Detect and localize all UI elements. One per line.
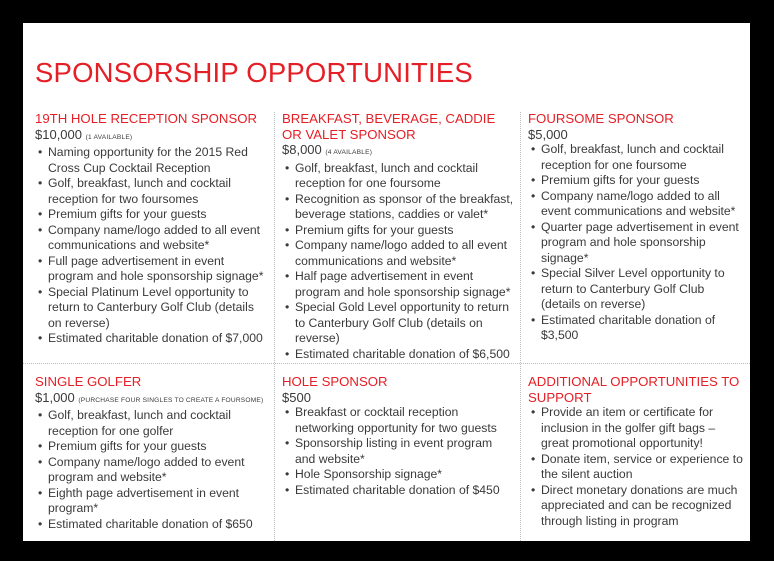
benefit-item: • Full page advertisement in event program and hole sponsorship signage*	[35, 254, 267, 285]
price: $1,000	[35, 389, 75, 405]
section-foursome-sponsor	[528, 111, 744, 344]
price: $500	[282, 389, 311, 405]
benefit-list	[35, 145, 267, 347]
price-line	[35, 127, 267, 146]
benefit-item: • Special Gold Level opportunity to return to Canterbury Golf Club (details on reverse)	[282, 300, 514, 347]
price: $8,000	[282, 142, 322, 157]
benefit-item: • Quarter page advertisement in event program and hole sponsorship signage*	[528, 220, 744, 267]
availability-note: (PURCHASE FOUR SINGLES TO CREATE A FOURSOME)	[78, 396, 264, 404]
benefit-item: • Company name/logo added to event program and website*	[35, 455, 267, 486]
benefit-item: • Golf, breakfast, lunch and cocktail reception for one foursome	[282, 161, 514, 192]
benefit-item: • Eighth page advertisement in event program*	[35, 486, 267, 517]
benefit-item: • Company name/logo added to all event communications and website*	[282, 238, 514, 269]
section-hole-sponsor	[282, 374, 514, 498]
benefit-item: • Estimated charitable donation of $7,000	[35, 331, 267, 347]
benefit-item: • Direct monetary donations are much appreciated and can be recognized through listing in program	[528, 483, 744, 530]
availability-note: (1 AVAILABLE)	[85, 133, 133, 141]
benefit-item: • Special Platinum Level opportunity to return to Canterbury Golf Club (details on reverse)	[35, 285, 267, 332]
column-divider	[274, 112, 275, 541]
section-heading: FOURSOME SPONSOR	[528, 111, 674, 126]
benefit-item: • Naming opportunity for the 2015 Red Cross Cup Cocktail Reception	[35, 145, 267, 176]
benefit-item: • Sponsorship listing in event program and website*	[282, 436, 514, 467]
price-line	[282, 142, 514, 161]
benefit-item: • Golf, breakfast, lunch and cocktail reception for one golfer	[35, 408, 267, 439]
benefit-item: • Company name/logo added to all event communications and website*	[35, 223, 267, 254]
section-additional-opportunities	[528, 374, 744, 529]
benefit-item: • Special Silver Level opportunity to return to Canterbury Golf Club (details on reverse)	[528, 266, 744, 313]
benefit-item: • Hole Sponsorship signage*	[282, 467, 514, 483]
benefit-item: • Estimated charitable donation of $450	[282, 483, 514, 499]
price: $5,000	[528, 126, 568, 142]
benefit-item: • Premium gifts for your guests	[35, 207, 267, 223]
sponsorship-page	[23, 23, 750, 541]
section-heading: HOLE SPONSOR	[282, 374, 388, 389]
benefit-item: • Golf, breakfast, lunch and cocktail reception for two foursomes	[35, 176, 267, 207]
section-heading: 19TH HOLE RECEPTION SPONSOR	[35, 111, 258, 126]
benefit-item: • Provide an item or certificate for inclusion in the golfer gift bags – great promotional opportunity!	[528, 405, 744, 452]
benefit-list	[282, 405, 514, 498]
price-line	[528, 127, 744, 143]
price-line	[282, 390, 514, 406]
section-breakfast-beverage-caddie-valet-sponsor	[282, 111, 514, 362]
benefit-item: • Half page advertisement in event program and hole sponsorship signage*	[282, 269, 514, 300]
benefit-list	[35, 408, 267, 532]
availability-note: (4 AVAILABLE)	[325, 149, 373, 156]
benefit-item: • Estimated charitable donation of $3,500	[528, 313, 744, 344]
benefit-list	[528, 405, 744, 529]
section-single-golfer	[35, 374, 267, 532]
price-line	[35, 390, 267, 409]
benefit-item: • Estimated charitable donation of $6,500	[282, 347, 514, 363]
benefit-list	[528, 142, 744, 344]
benefit-item: • Premium gifts for your guests	[282, 223, 514, 239]
column-divider	[520, 112, 521, 541]
section-heading: SINGLE GOLFER	[35, 374, 142, 389]
benefit-item: • Company name/logo added to all event communications and website*	[528, 189, 744, 220]
benefit-item: • Breakfast or cocktail reception networking opportunity for two guests	[282, 405, 514, 436]
benefit-item: • Premium gifts for your guests	[35, 439, 267, 455]
benefit-item: • Premium gifts for your guests	[528, 173, 744, 189]
page-title: SPONSORSHIP OPPORTUNITIES	[35, 57, 473, 88]
section-heading: ADDITIONAL OPPORTUNITIES TO SUPPORT	[528, 374, 740, 405]
section-heading: BREAKFAST, BEVERAGE, CADDIE OR VALET SPONSOR	[282, 111, 496, 142]
benefit-list	[282, 161, 514, 363]
section-19th-hole-reception-sponsor	[35, 111, 267, 347]
row-divider	[23, 363, 750, 364]
benefit-item: • Donate item, service or experience to the silent auction	[528, 452, 744, 483]
price: $10,000	[35, 126, 82, 142]
benefit-item: • Recognition as sponsor of the breakfast, beverage stations, caddies or valet*	[282, 192, 514, 223]
benefit-item: • Golf, breakfast, lunch and cocktail reception for one foursome	[528, 142, 744, 173]
benefit-item: • Estimated charitable donation of $650	[35, 517, 267, 533]
